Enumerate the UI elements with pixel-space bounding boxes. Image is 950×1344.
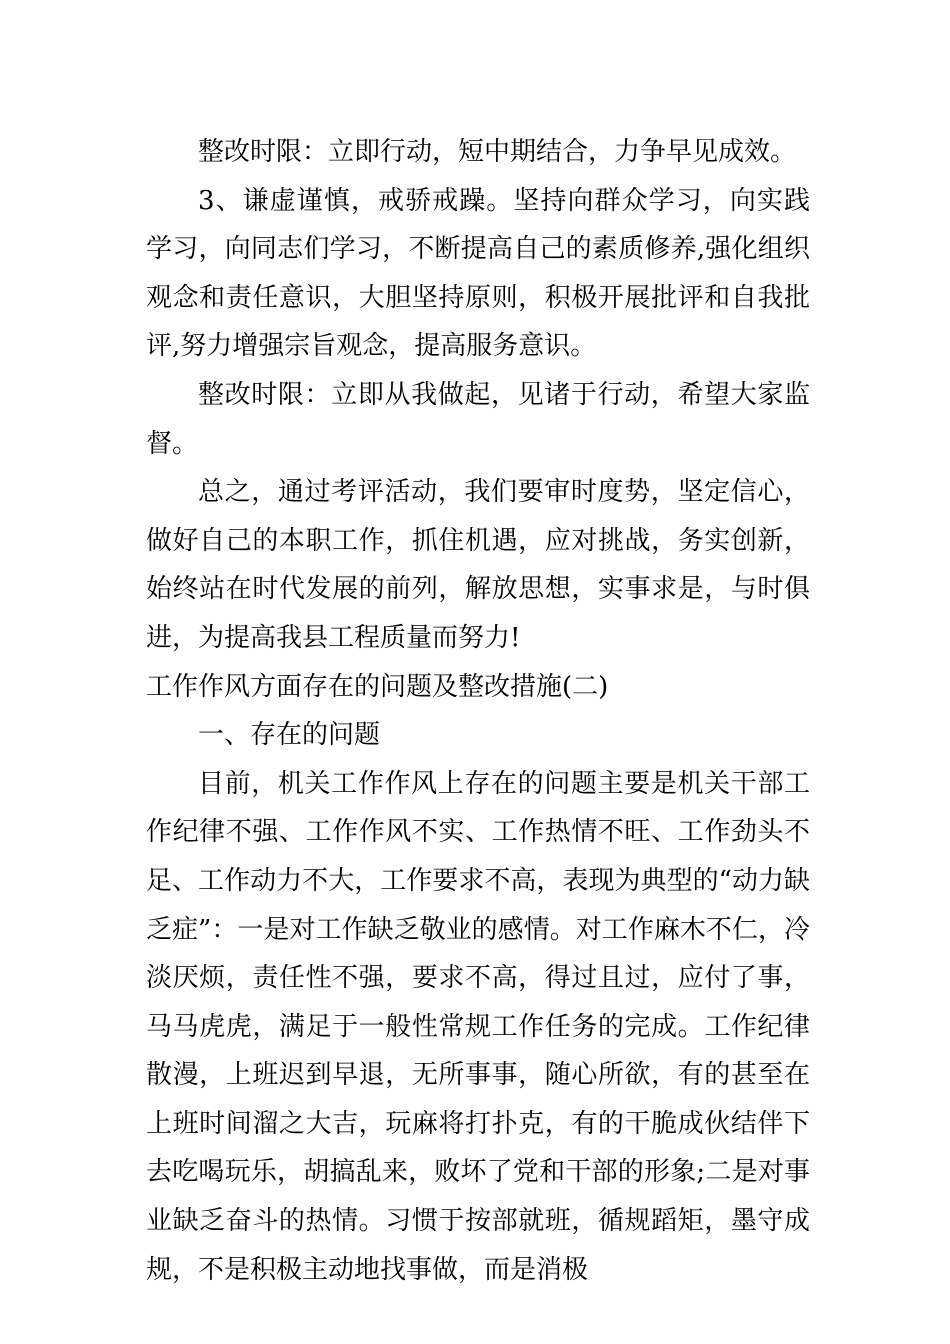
paragraph-conclusion: 总之，通过考评活动，我们要审时度势，坚定信心，做好自己的本职工作，抓住机遇，应对挑战，务实创新，始终站在时代发展的前列，解放思想，实事求是，与时俱进，为提高我县工程质量而努力! [146, 477, 810, 653]
paragraph-rectification-deadline-2: 整改时限：立即从我做起，见诸于行动，希望大家监督。 [146, 379, 810, 459]
paragraph-item-3: 3、谦虚谨慎，戒骄戒躁。坚持向群众学习，向实践学习，向同志们学习，不断提高自己的素质修养,强化组织观念和责任意识，大胆坚持原则，积极开展批评和自我批评,努力增强宗旨观念，提高服务意识。 [146, 185, 810, 362]
section-title: 工作作风方面存在的问题及整改措施(二) [146, 671, 609, 702]
subsection-heading: 一、存在的问题 [198, 720, 381, 751]
paragraph-problems: 目前，机关工作作风上存在的问题主要是机关干部工作纪律不强、工作作风不实、工作热情不旺、工作劲头不足、工作动力不大，工作要求不高，表现为典型的“动力缺乏症”：一是对工作缺乏敬业的感情。对工作麻木不仁，冷淡厌烦，责任性不强，要求不高，得过且过，应付了事，马马虎虎，满足于一般性常规工作任务的完成。工作纪律散漫，上班迟到早退，无所事事，随心所欲，有的甚至在上班时间溜之大吉，玩麻将打扑克，有的干脆成伙结伴下去吃喝玩乐，胡搞乱来，败坏了党和干部的形象;二是对事业缺乏奋斗的热情。习惯于按部就班，循规蹈矩，墨守成规，不是积极主动地找事做，而是消极 [146, 768, 810, 1285]
document-body [146, 128, 810, 1294]
paragraph-rectification-deadline-1: 整改时限：立即行动，短中期结合，力争早见成效。 [198, 137, 797, 167]
